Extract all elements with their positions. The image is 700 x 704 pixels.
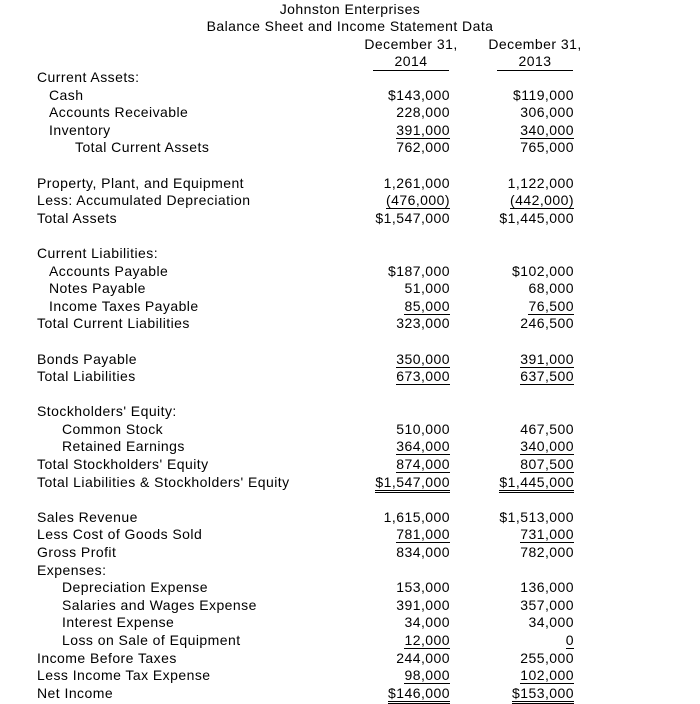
value-text: $1,547,000	[375, 475, 450, 493]
value-text: 834,000	[396, 544, 450, 561]
value-2014	[360, 69, 450, 87]
value-2013	[484, 368, 574, 386]
value-2014	[360, 227, 450, 245]
row-label: Bonds Payable	[37, 350, 138, 367]
statement-row	[0, 579, 700, 597]
statement-row	[0, 175, 700, 193]
value-2014	[360, 139, 450, 157]
value-2014	[360, 403, 450, 421]
value-2013	[484, 685, 574, 704]
value-text: $1,445,000	[499, 475, 574, 493]
value-2013	[484, 421, 574, 439]
value-text: $119,000	[513, 86, 574, 103]
value-2013	[484, 579, 574, 597]
statement-row	[0, 69, 700, 87]
value-2013	[484, 597, 574, 615]
spacer-row	[0, 386, 700, 404]
value-text: 34,000	[528, 614, 574, 631]
value-text: $187,000	[388, 262, 450, 279]
value-text: $143,000	[388, 86, 450, 103]
value-text: 153,000	[396, 579, 450, 596]
value-2013	[484, 456, 574, 474]
value-2013	[484, 562, 574, 580]
statement-subtitle: Balance Sheet and Income Statement Data	[206, 18, 494, 34]
row-label: Total Liabilities	[37, 368, 136, 385]
value-2014	[360, 614, 450, 632]
statement-row	[0, 667, 700, 685]
value-2014	[360, 87, 450, 105]
value-2013	[484, 386, 574, 404]
value-text: 762,000	[396, 139, 450, 156]
statement-row	[0, 280, 700, 298]
value-text: $153,000	[512, 686, 574, 704]
value-text: 85,000	[404, 297, 450, 314]
statement-row	[0, 245, 700, 263]
row-label: Common Stock	[62, 420, 164, 437]
row-label: Notes Payable	[49, 280, 146, 297]
statement-row	[0, 614, 700, 632]
statement-row	[0, 351, 700, 369]
company-name: Johnston Enterprises	[279, 1, 421, 17]
statement-row	[0, 403, 700, 421]
row-label: Total Stockholders' Equity	[37, 456, 209, 473]
row-label: Total Assets	[37, 209, 118, 226]
value-2013	[484, 438, 574, 456]
value-text: 68,000	[528, 280, 574, 297]
value-text: 34,000	[404, 614, 450, 631]
value-2013	[484, 245, 574, 263]
value-2014	[360, 421, 450, 439]
value-text: 340,000	[520, 438, 574, 455]
value-2013	[484, 403, 574, 421]
statement-row	[0, 526, 700, 544]
value-text: 255,000	[520, 649, 574, 666]
value-2014	[360, 597, 450, 615]
value-2013	[484, 280, 574, 298]
value-text: $1,513,000	[499, 508, 574, 525]
value-text: 136,000	[520, 579, 574, 596]
value-2013	[484, 474, 574, 493]
value-text: (476,000)	[386, 192, 450, 209]
value-2014	[360, 333, 450, 351]
value-2013	[484, 667, 574, 685]
statement-row	[0, 210, 700, 228]
value-text: 323,000	[396, 315, 450, 332]
value-2013	[484, 650, 574, 668]
value-2013	[484, 614, 574, 632]
value-text: 76,500	[528, 297, 574, 314]
value-2014	[360, 667, 450, 685]
value-2014	[360, 650, 450, 668]
value-text: 731,000	[520, 526, 574, 543]
value-2013	[484, 87, 574, 105]
value-2014	[360, 351, 450, 369]
row-label: Salaries and Wages Expense	[62, 596, 257, 613]
value-text: 102,000	[520, 667, 574, 684]
row-label: Net Income	[37, 684, 114, 701]
value-2013	[484, 333, 574, 351]
value-2014	[360, 122, 450, 140]
statement-row	[0, 544, 700, 562]
value-text: 340,000	[520, 121, 574, 138]
value-2013	[484, 263, 574, 281]
value-text: 510,000	[396, 420, 450, 437]
value-text: 350,000	[396, 350, 450, 367]
value-2013	[484, 526, 574, 544]
value-2014	[360, 104, 450, 122]
value-2013	[484, 509, 574, 527]
value-2013	[484, 298, 574, 316]
value-2013	[484, 315, 574, 333]
value-2013	[484, 210, 574, 228]
value-text: 0	[565, 632, 574, 648]
statement-row	[0, 298, 700, 316]
value-text: 51,000	[404, 280, 450, 297]
statement-row	[0, 122, 700, 140]
column-header-2014-date: December 31,	[364, 36, 458, 52]
statement-rows	[0, 69, 700, 702]
value-text: 467,500	[520, 420, 574, 437]
spacer-row	[0, 491, 700, 509]
statement-row	[0, 597, 700, 615]
value-2014	[360, 632, 450, 650]
row-label: Property, Plant, and Equipment	[37, 174, 245, 191]
row-label: Less Cost of Goods Sold	[37, 526, 203, 543]
column-header-2013-date: December 31,	[488, 36, 582, 52]
statement-row	[0, 192, 700, 210]
statement-row	[0, 263, 700, 281]
value-2014	[360, 210, 450, 228]
value-2013	[484, 69, 574, 87]
row-label: Less Income Tax Expense	[37, 667, 211, 684]
value-2013	[484, 104, 574, 122]
value-2014	[360, 368, 450, 386]
statement-row	[0, 685, 700, 703]
statement-row	[0, 509, 700, 527]
value-2013	[484, 227, 574, 245]
value-2013	[484, 175, 574, 193]
value-text: 228,000	[396, 104, 450, 121]
statement-row	[0, 139, 700, 157]
value-text: 357,000	[520, 596, 574, 613]
value-2013	[484, 351, 574, 369]
row-label: Current Assets:	[37, 69, 140, 85]
value-2014	[360, 526, 450, 544]
value-text: 391,000	[396, 596, 450, 613]
spacer-row	[0, 157, 700, 175]
statement-row	[0, 87, 700, 105]
value-2013	[484, 139, 574, 157]
value-2014	[360, 438, 450, 456]
value-2013	[484, 192, 574, 210]
row-label: Total Liabilities & Stockholders' Equity	[37, 473, 290, 490]
value-text: 765,000	[520, 139, 574, 156]
value-text: $102,000	[512, 262, 574, 279]
value-2014	[360, 298, 450, 316]
value-2014	[360, 315, 450, 333]
value-2014	[360, 157, 450, 175]
value-2013	[484, 122, 574, 140]
row-label: Interest Expense	[62, 614, 175, 631]
value-2014	[360, 192, 450, 210]
row-label: Income Taxes Payable	[49, 297, 199, 314]
value-text: 1,615,000	[383, 508, 450, 525]
statement-row	[0, 632, 700, 650]
value-2014	[360, 456, 450, 474]
row-label: Expenses:	[37, 561, 107, 578]
value-text: 391,000	[520, 350, 574, 367]
value-2013	[484, 491, 574, 509]
value-text: 364,000	[396, 438, 450, 455]
statement-row	[0, 315, 700, 333]
value-text: 1,122,000	[507, 174, 574, 191]
statement-row	[0, 368, 700, 386]
statement-row	[0, 562, 700, 580]
row-label: Total Current Liabilities	[37, 315, 190, 332]
row-label: Accounts Payable	[49, 262, 169, 279]
value-text: 306,000	[520, 104, 574, 121]
statement-row	[0, 104, 700, 122]
value-text: $1,547,000	[375, 209, 450, 226]
row-label: Current Liabilities:	[37, 244, 159, 261]
value-2014	[360, 474, 450, 493]
spacer-row	[0, 333, 700, 351]
statement-row	[0, 474, 700, 492]
value-2013	[484, 544, 574, 562]
statement-row	[0, 650, 700, 668]
value-text: 1,261,000	[383, 174, 450, 191]
row-label: Sales Revenue	[37, 508, 138, 525]
row-label: Total Current Assets	[75, 139, 210, 156]
value-2013	[484, 157, 574, 175]
column-header-2013-year: 2013	[497, 52, 573, 71]
column-header-2014-year: 2014	[373, 52, 449, 71]
row-label: Retained Earnings	[62, 438, 185, 455]
statement-row	[0, 438, 700, 456]
value-text: 781,000	[396, 526, 450, 543]
row-label: Cash	[49, 86, 84, 103]
value-2014	[360, 263, 450, 281]
value-text: 874,000	[396, 456, 450, 473]
value-text: $1,445,000	[499, 209, 574, 226]
row-label: Income Before Taxes	[37, 649, 177, 666]
row-label: Depreciation Expense	[62, 579, 208, 596]
value-text: 98,000	[404, 667, 450, 684]
value-text: 12,000	[404, 632, 450, 648]
row-label: Gross Profit	[37, 544, 117, 561]
value-2014	[360, 175, 450, 193]
value-text: 637,500	[520, 368, 574, 385]
value-text: 673,000	[396, 368, 450, 385]
spacer-row	[0, 227, 700, 245]
value-text: (442,000)	[510, 192, 574, 209]
value-text: $146,000	[388, 686, 450, 704]
statement-row	[0, 456, 700, 474]
value-2013	[484, 632, 574, 650]
value-2014	[360, 579, 450, 597]
row-label: Inventory	[49, 121, 111, 138]
row-label: Loss on Sale of Equipment	[62, 632, 241, 648]
row-label: Accounts Receivable	[49, 104, 189, 121]
value-text: 782,000	[520, 544, 574, 561]
statement-row	[0, 421, 700, 439]
value-2014	[360, 562, 450, 580]
row-label: Stockholders' Equity:	[37, 403, 177, 420]
value-2014	[360, 509, 450, 527]
value-text: 244,000	[396, 649, 450, 666]
value-2014	[360, 544, 450, 562]
value-text: 807,500	[520, 456, 574, 473]
value-2014	[360, 386, 450, 404]
value-2014	[360, 491, 450, 509]
value-2014	[360, 245, 450, 263]
value-text: 246,500	[520, 315, 574, 332]
value-2014	[360, 685, 450, 704]
value-text: 391,000	[396, 121, 450, 138]
row-label: Less: Accumulated Depreciation	[37, 192, 251, 209]
value-2014	[360, 280, 450, 298]
